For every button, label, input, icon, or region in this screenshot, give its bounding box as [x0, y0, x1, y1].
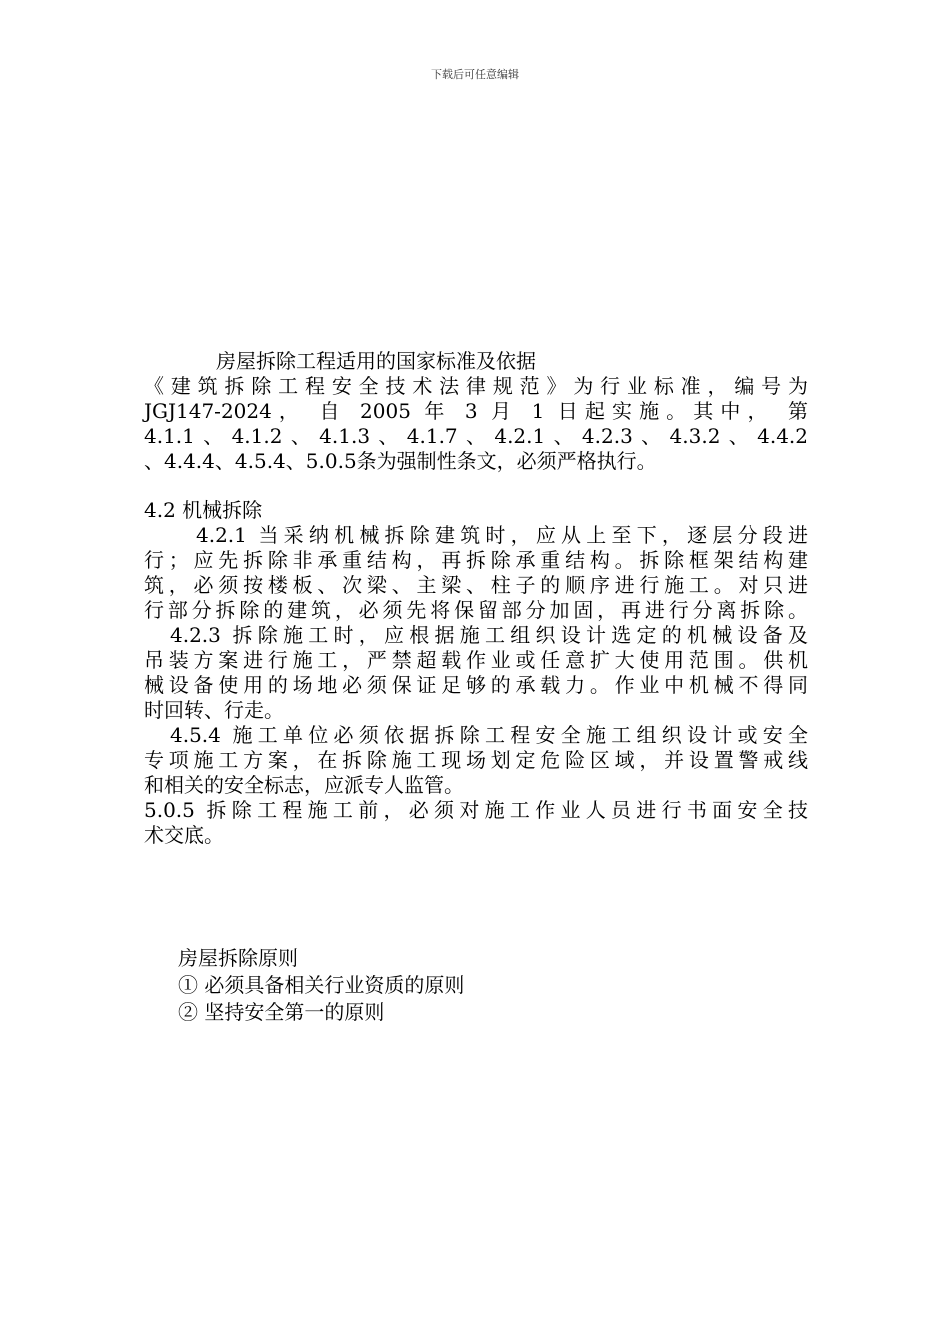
text-line: 4.2.1 当采纳机械拆除建筑时，应从上至下，逐层分段进 — [196, 523, 808, 547]
clause-4-2-1 — [144, 523, 808, 623]
text-line: 吊装方案进行施工，严禁超载作业或任意扩大使用范围。供机 — [144, 648, 808, 672]
principles-list — [178, 945, 464, 1026]
text-line: 4.1.1、4.1.2、4.1.3、4.1.7、4.2.1、4.2.3、4.3.2、4.4.2 — [144, 424, 808, 448]
text-line: 5.0.5 拆除工程施工前，必须对施工作业人员进行书面安全技 — [144, 798, 808, 822]
principles-title: 房屋拆除原则 — [178, 946, 298, 970]
clause-4-2-3 — [144, 623, 808, 723]
section-title: 房屋拆除工程适用的国家标准及依据 — [216, 349, 536, 373]
section-heading: 4.2 机械拆除 — [144, 498, 263, 522]
clause-5-0-5 — [144, 798, 808, 848]
text-line: 术交底。 — [144, 823, 224, 847]
list-item: ② 坚持安全第一的原则 — [178, 1000, 385, 1024]
text-line: 4.2.3 拆除施工时，应根据施工组织设计选定的机械设备及 — [170, 623, 808, 647]
page-header: 下载后可任意编辑 — [431, 68, 519, 81]
text-line: 行部分拆除的建筑，必须先将保留部分加固，再进行分离拆除。 — [144, 598, 808, 622]
text-line: 行；应先拆除非承重结构，再拆除承重结构。拆除框架结构建 — [144, 548, 808, 572]
text-line: 械设备使用的场地必须保证足够的承载力。作业中机械不得同 — [144, 673, 808, 697]
text-line: 《建筑拆除工程安全技术法律规范》为行业标准，编号为 — [144, 374, 808, 398]
text-line: 4.5.4 施工单位必须依据拆除工程安全施工组织设计或安全 — [170, 723, 808, 747]
clause-4-5-4 — [144, 723, 808, 798]
text-line: 和相关的安全标志，应派专人监管。 — [144, 773, 464, 797]
text-line: 、4.4.4、4.5.4、5.0.5条为强制性条文，必须严格执行。 — [144, 449, 657, 473]
list-item: ① 必须具备相关行业资质的原则 — [178, 973, 465, 997]
text-line: JGJ147-2024， 自 2005 年 3 月 1 日起实施。其中， 第 — [144, 399, 808, 423]
text-line: 专项施工方案，在拆除施工现场划定危险区域，并设置警戒线 — [144, 748, 808, 772]
text-line: 筑，必须按楼板、次梁、主梁、柱子的顺序进行施工。对只进 — [144, 573, 808, 597]
standard-paragraph — [144, 374, 808, 474]
text-line: 时回转、行走。 — [144, 698, 284, 722]
